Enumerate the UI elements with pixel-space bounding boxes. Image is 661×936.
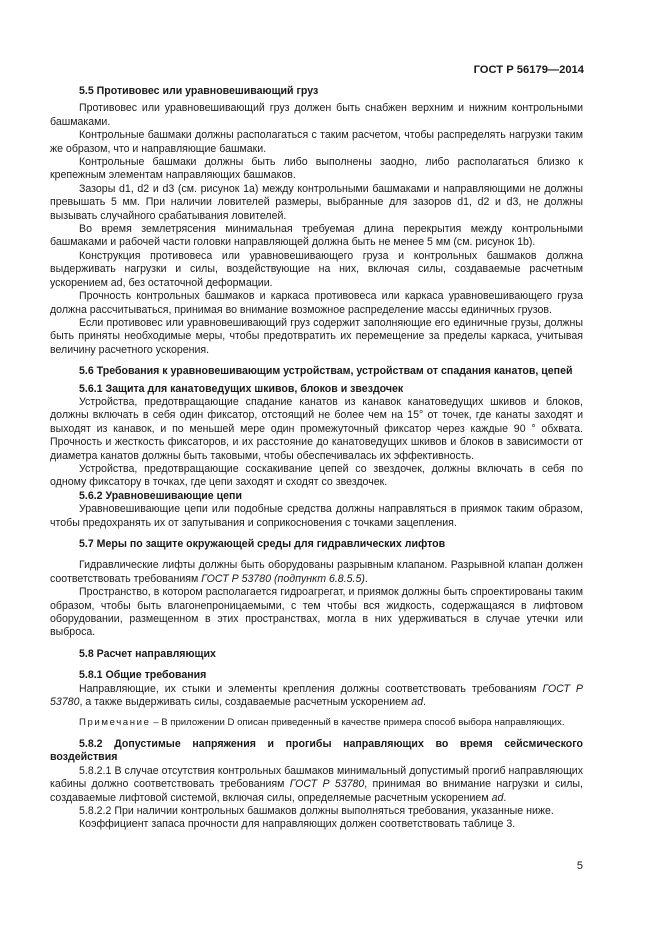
paragraph: 5.8.2.2 При наличии контрольных башмаков должны выполняться требования, указанные ниже.: [79, 804, 554, 817]
paragraph: Контрольные башмаки должны быть либо выполнены заодно, либо располагаться близко к крепежным элементам направляющих башмаков.: [50, 156, 583, 182]
text: , а также выдерживать силы, создаваемые расчетным ускорением: [79, 696, 412, 709]
section-5-6-title: 5.6 Требования к уравновешивающим устройствам, устройствам от спадания канатов, цепей: [79, 365, 573, 378]
paragraph: Если противовес или уравновешивающий груз содержит заполняющие его единичные грузы, должны быть приняты необходимые меры, чтобы предотвратить их перемещение за пределы каркаса, учитывая величину расчетного ускорения.: [50, 316, 583, 356]
paragraph: Коэффициент запаса прочности для направляющих должен соответствовать таблице 3.: [79, 818, 516, 831]
text: .: [364, 572, 368, 585]
paragraph: Контрольные башмаки должны располагаться с таким расчетом, чтобы распределять нагрузки таким же образом, что и направляющие башмаки.: [50, 129, 583, 155]
paragraph: Прочность контрольных башмаков и каркаса противовеса или каркаса уравновешивающего груза должна рассчитываться, принимая во внимание возможное распределение массы единичных грузов.: [50, 290, 583, 316]
section-5-6-1-title: 5.6.1 Защита для канатоведущих шкивов, блоков и звездочек: [79, 382, 404, 395]
standard-reference: ГОСТ Р 53780 (подпункт 6.8.5.5): [201, 572, 365, 585]
paragraph: Зазоры d1, d2 и d3 (см. рисунок 1a) между контрольными башмаками и направляющими не должны превышать 5 мм. При наличии ловителей размеры, выбранные для зазоров d1, d2 и d3, не должны вызывать случайного срабатывания ловителей.: [50, 182, 583, 222]
variable: ad: [491, 791, 504, 804]
paragraph: Устройства, предотвращающие соскакивание цепей со звездочек, должны включать в себя по одному фиксатору в точках, где цепи заходят и сходят со звездочек.: [50, 462, 583, 489]
note-label: Примечание: [79, 717, 151, 729]
note: [50, 717, 583, 729]
section-5-8-title: 5.8 Расчет направляющих: [79, 647, 216, 660]
standard-header: ГОСТ Р 56179—2014: [473, 64, 584, 76]
standard-reference: ГОСТ Р 53780: [50, 682, 583, 709]
section-5-5-title: 5.5 Противовес или уравновешивающий груз: [79, 85, 319, 97]
paragraph: [50, 765, 583, 805]
variable: ad: [411, 696, 424, 709]
paragraph: Уравновешивающие цепи или подобные средства должны направляться в приямок таким образом, чтобы предохранять их от запутывания и соприкосновения с точками зацепления.: [50, 503, 583, 529]
section-5-8-2-title: 5.8.2 Допустимые напряжения и прогибы направляющих во время сейсмического воздействия: [50, 737, 583, 764]
page-content: [50, 85, 583, 832]
section-5-8-1-title: 5.8.1 Общие требования: [79, 669, 207, 682]
paragraph: Конструкция противовеса или уравновешивающего груза и контрольных башмаков должна выдерживать нагрузки и силы, воздействующие на них, включая силы, создаваемые расчетным ускорением ad, без остаточной деформации.: [50, 249, 583, 289]
section-5-6-2-title: 5.6.2 Уравновешивающие цепи: [79, 489, 242, 502]
text: , принимая во внимание нагрузки и силы, создаваемые лифтовой системой, включая силы, определяемые расчетным ускорением: [50, 778, 583, 804]
note-text: – В приложении D описан приведенный в качестве примера способ выбора направляющих.: [150, 717, 565, 729]
paragraph: Во время землетрясения минимальная требуемая длина перекрытия между контрольными башмаками и рабочей части головки направляющей должна быть не менее 5 мм (см. рисунок 1b).: [50, 223, 583, 249]
text: .: [503, 791, 507, 804]
section-5-7-title: 5.7 Меры по защите окружающей среды для гидравлических лифтов: [79, 538, 446, 550]
page-number: 5: [576, 860, 583, 872]
paragraph: [50, 559, 583, 586]
paragraph: [50, 683, 583, 710]
text: 5.8.2.1 В случае отсутствия контрольных башмаков минимальный допустимый прогиб направляющих кабины должно соответствовать требованиям: [50, 764, 583, 791]
paragraph: Противовес или уравновешивающий груз должен быть снабжен верхним и нижним контрольными башмаками.: [50, 102, 583, 128]
paragraph: Пространство, в котором располагается гидроагрегат, и приямок должны быть спроектированы таким образом, чтобы быть влагонепроницаемыми, с тем чтобы вся жидкость, содержащаяся в лифтовом оборудовании, размещенном в этих пространствах, могла в них удерживаться в случае утечки или выброса.: [50, 586, 583, 639]
text: Гидравлические лифты должны быть оборудованы разрывным клапаном. Разрывной клапан должен соответствовать требованиям: [50, 559, 583, 585]
text: Направляющие, их стыки и элементы крепления должны соответствовать требованиям: [79, 682, 543, 695]
paragraph: Устройства, предотвращающие спадание канатов из канавок канатоведущих шкивов и блоков, должны включать в себя один фиксатор, отстоящий не более чем на 15° от точек, где канаты заходят и выходят из канавок, и по меньшей мере один промежуточный фиксатор через каждые 90 ° обхвата. Прочность и жесткость фиксаторов, и их расстояние до канатоведущих шкивов и блоков в зависимости от диаметра канатов должны быть таковыми, чтобы обеспечивалась их эффективность.: [50, 395, 583, 462]
standard-reference: ГОСТ Р 53780: [289, 778, 365, 791]
text: .: [423, 696, 426, 709]
